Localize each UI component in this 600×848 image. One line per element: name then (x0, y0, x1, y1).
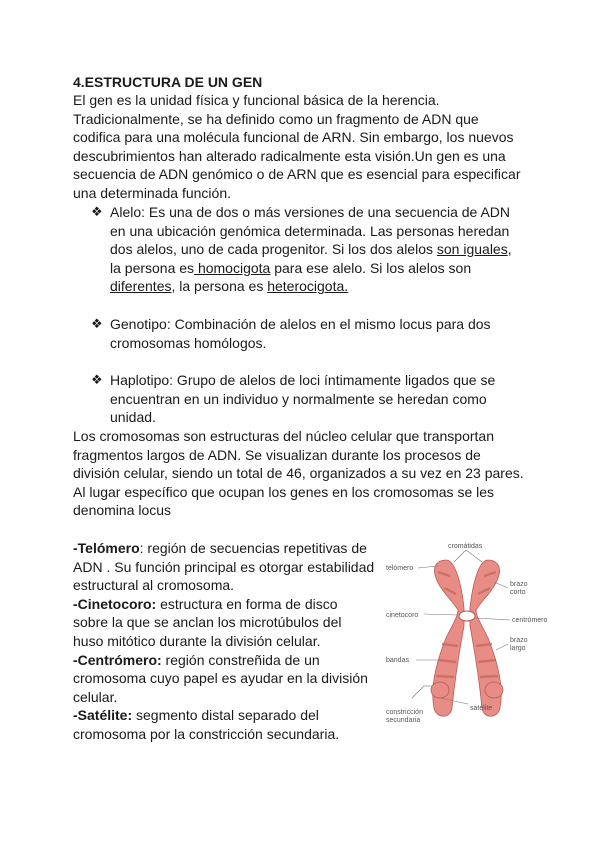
leader-line (496, 644, 508, 650)
paragraph-line: Al lugar específico que ocupan los genes en los cromosomas se les (73, 483, 495, 500)
leader-line (476, 618, 510, 620)
definition-line (73, 651, 374, 670)
bullet-icon: ❖ (91, 316, 103, 331)
label-satelite: satélite (470, 705, 493, 712)
intro-line: Tradicionalmente, se ha definido como un fragmento de ADN que (73, 110, 479, 127)
paragraph-line: fragmentos largos de ADN. Se visualizan durante los procesos de (73, 446, 481, 463)
label-brazo-corto-1: brazo (510, 581, 528, 588)
label-brazo-largo-2: largo (510, 645, 526, 652)
intro-line: El gen es la unidad física y funcional básica de la herencia. (73, 92, 440, 108)
text-run: la persona es (110, 259, 195, 276)
intro-paragraph (73, 91, 520, 203)
centromere (459, 611, 475, 621)
intro-line: secuencia de ADN genómico o de ARN que es esencial para especificar (73, 166, 521, 183)
text-run: , la persona es (171, 278, 268, 295)
bullet-alelo (110, 203, 512, 296)
leader-line (454, 550, 466, 562)
text-run: , (507, 241, 512, 258)
section-title: 4.ESTRUCTURA DE UN GEN (73, 74, 263, 90)
label-bandas: bandas (386, 657, 409, 664)
term-centromero: -Centrómero: (73, 651, 162, 668)
underlined-term: diferentes (110, 278, 172, 295)
underlined-term: homocigota (194, 259, 271, 276)
chromosome-illustration (384, 538, 556, 734)
definition-line: huso mitótico durante la división celular. (73, 632, 321, 649)
definition-line (73, 706, 374, 725)
term-satelite: -Satélite: (73, 707, 133, 724)
bullet-line: Haplotipo: Grupo de alelos de loci íntimamente ligados que se (110, 372, 496, 388)
term-cinetocoro: -Cinetocoro: (73, 595, 157, 612)
underlined-term: son iguales (436, 241, 508, 258)
definition-line: cromosoma cuyo papel es ayudar en la división (73, 670, 368, 687)
chromosome-bands (436, 572, 498, 677)
intro-line: una determinada función. (73, 184, 231, 201)
definitions-list (73, 539, 374, 744)
bullet-line: unidad. (110, 409, 156, 426)
bullet-icon: ❖ (91, 372, 103, 387)
underlined-term: heterocigota. (267, 278, 349, 295)
intro-line: descubrimientos han alterado radicalmente esta visión.Un gen es una (73, 147, 506, 164)
label-brazo-corto-2: corto (510, 589, 526, 596)
term-telomero: -Telómero (73, 540, 140, 556)
bullet-genotipo (110, 315, 491, 352)
text-run: : región de secuencias repetitivas de (139, 540, 367, 556)
label-constriccion-2: secundaria (386, 717, 421, 724)
bullet-haplotipo (110, 371, 495, 427)
leader-line (494, 582, 508, 588)
bullet-icon: ❖ (91, 204, 103, 219)
band (436, 676, 454, 677)
leader-line (466, 550, 482, 562)
chromosome-shape (431, 560, 503, 716)
bullet-line: cromosomas homólogos. (110, 334, 267, 351)
text-run: estructura en forma de disco (156, 595, 338, 612)
definition-line: sobre la que se anclan los microtúbulos del (73, 614, 342, 631)
bullet-line: Genotipo: Combinación de alelos en el mismo locus para dos (110, 316, 491, 332)
leader-line (412, 686, 424, 698)
bullet-line (110, 277, 512, 296)
paragraph-line: división celular, siendo un total de 46, organizados a su vez en 23 pares. (73, 465, 524, 482)
label-cromatidas: cromátidas (448, 543, 483, 550)
bullet-line: en una ubicación genómica determinada. Las personas heredan (110, 222, 510, 239)
bullet-line: encuentran en un individuo y normalmente se heredan como (110, 390, 487, 407)
label-centromero: centrómero (512, 617, 548, 624)
definition-line (73, 539, 374, 558)
label-cinetocoro: cinetocoro (386, 612, 419, 619)
text-run: dos alelos, uno de cada progenitor. Si los dos alelos (110, 241, 437, 258)
paragraph-line: denomina locus (73, 502, 172, 519)
text-run: segmento distal separado del (132, 707, 319, 724)
satellite-left (431, 682, 449, 698)
paragraph-line: Los cromosomas son estructuras del núcleo celular que transportan (73, 428, 494, 444)
definition-line: celular. (73, 688, 118, 705)
label-telomero: telómero (386, 565, 414, 572)
satellite-right (485, 682, 503, 698)
text-run: región constreñida de un (161, 651, 320, 668)
bullet-line: Alelo: Es una de dos o más versiones de una secuencia de ADN (110, 204, 511, 220)
definition-line: cromosoma por la constricción secundaria. (73, 725, 340, 742)
text-run: para ese alelo. Si los alelos son (270, 259, 472, 276)
band (480, 676, 498, 677)
label-constriccion-1: constricción (386, 709, 423, 716)
bullet-line (110, 259, 512, 278)
label-brazo-largo-1: brazo (510, 637, 528, 644)
chromosome-figure (384, 538, 556, 734)
bullet-line (110, 240, 512, 259)
leader-line (424, 614, 458, 615)
definition-line (73, 595, 374, 614)
definition-line: estructural al cromosoma. (73, 577, 235, 594)
intro-line: codifica para una molécula funcional de ARN. Sin embargo, los nuevos (73, 129, 514, 146)
definition-line: ADN . Su función principal es otorgar estabilidad (73, 558, 375, 575)
cromosomas-paragraph (73, 427, 524, 520)
